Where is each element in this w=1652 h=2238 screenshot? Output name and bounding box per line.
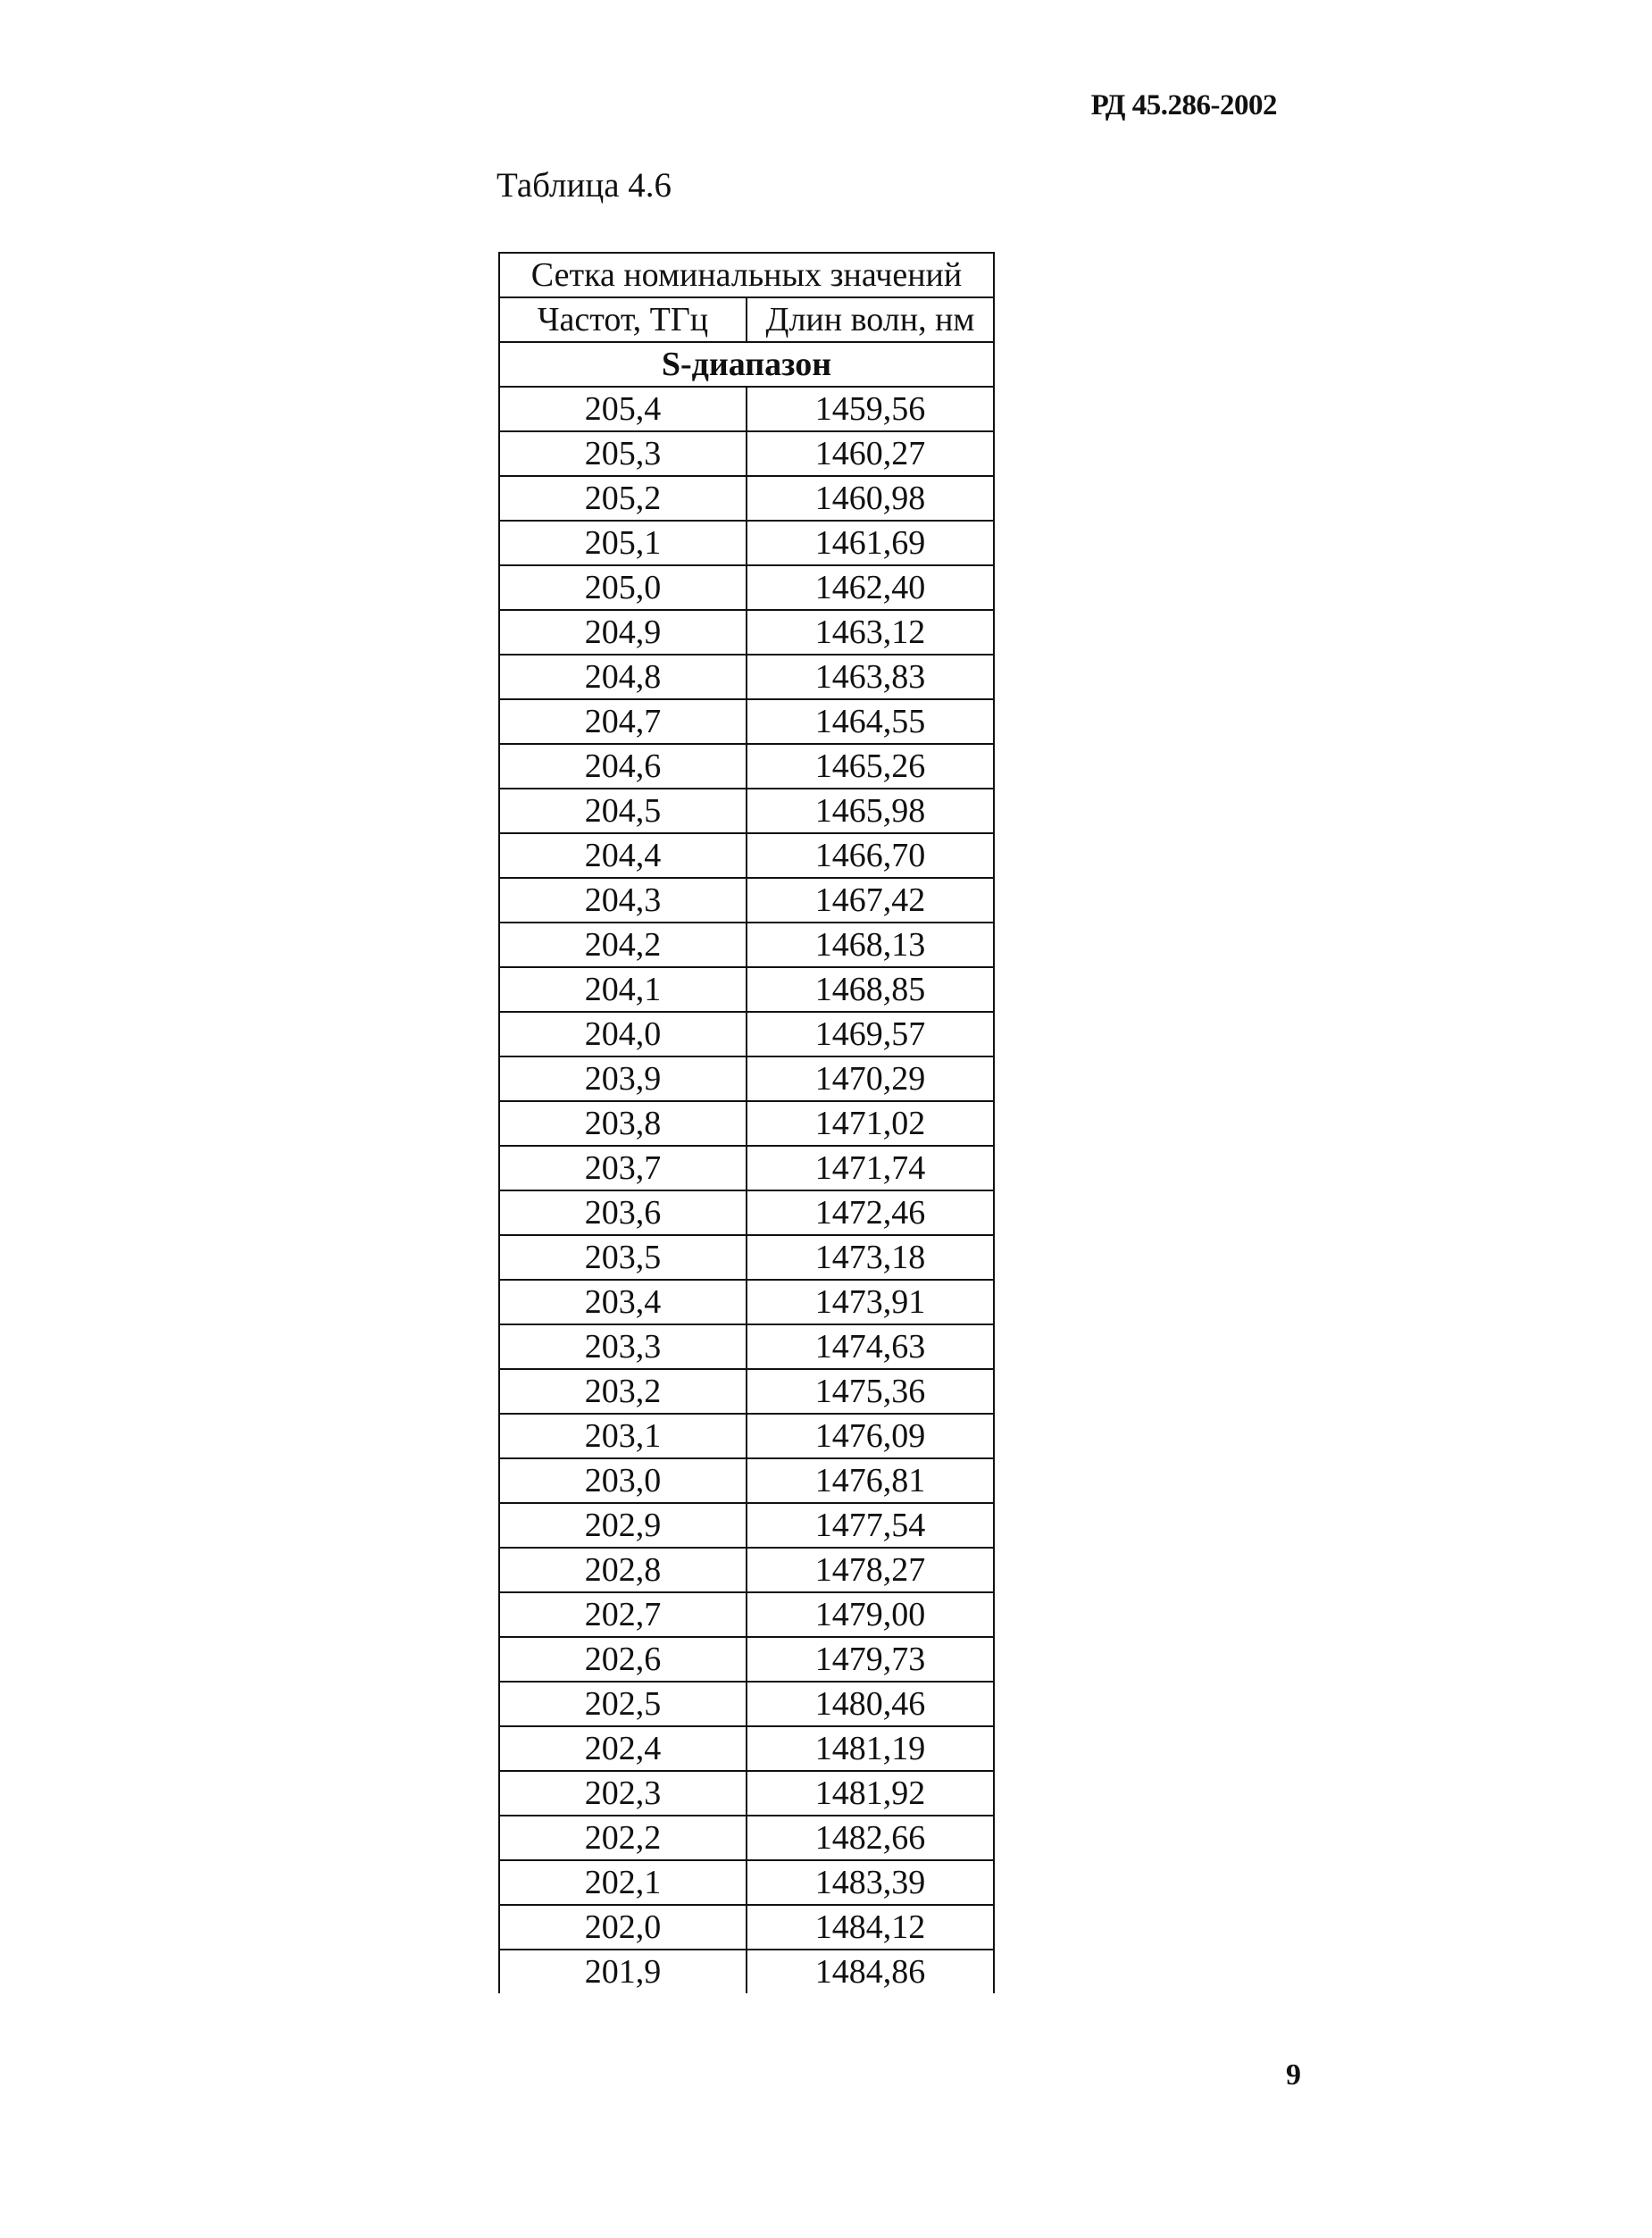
- frequency-cell: 203,9: [499, 1056, 747, 1101]
- document-code: РД 45.286-2002: [1090, 89, 1277, 121]
- table-row: [499, 1414, 994, 1458]
- frequency-cell: 203,3: [499, 1324, 747, 1369]
- table-row: [499, 1548, 994, 1592]
- table-row: [499, 431, 994, 476]
- band-label-cell: S-диапазон: [499, 342, 994, 387]
- table-row: [499, 1056, 994, 1101]
- table-row: [499, 1146, 994, 1190]
- table-row: [499, 923, 994, 967]
- frequency-cell: 202,9: [499, 1503, 747, 1548]
- frequency-cell: 204,1: [499, 967, 747, 1012]
- table-row: [499, 1905, 994, 1950]
- table-row: [499, 387, 994, 431]
- table-row: [499, 1324, 994, 1369]
- column-header-row: [499, 297, 994, 342]
- frequency-cell: 202,4: [499, 1726, 747, 1771]
- frequency-cell: 205,4: [499, 387, 747, 431]
- frequency-cell: 202,6: [499, 1637, 747, 1682]
- frequency-cell: 202,1: [499, 1860, 747, 1905]
- frequency-cell: 203,8: [499, 1101, 747, 1146]
- frequency-cell: 204,8: [499, 655, 747, 699]
- table-row: [499, 1771, 994, 1816]
- frequency-cell: 204,6: [499, 744, 747, 789]
- frequency-cell: 203,4: [499, 1280, 747, 1324]
- wavelength-cell: 1476,09: [747, 1414, 994, 1458]
- wavelength-cell: 1465,26: [747, 744, 994, 789]
- wavelength-cell: 1468,13: [747, 923, 994, 967]
- wavelength-cell: 1469,57: [747, 1012, 994, 1056]
- table-row: [499, 1235, 994, 1280]
- table-row: [499, 1860, 994, 1905]
- wavelength-cell: 1477,54: [747, 1503, 994, 1548]
- wavelength-cell: 1471,74: [747, 1146, 994, 1190]
- frequency-cell: 205,3: [499, 431, 747, 476]
- wavelength-cell: 1465,98: [747, 789, 994, 833]
- wavelength-cell: 1476,81: [747, 1458, 994, 1503]
- table-row: [499, 655, 994, 699]
- table-row: [499, 1950, 994, 1993]
- wavelength-cell: 1459,56: [747, 387, 994, 431]
- frequency-cell: 203,6: [499, 1190, 747, 1235]
- table-row: [499, 610, 994, 655]
- wavelength-cell: 1481,19: [747, 1726, 994, 1771]
- frequency-cell: 204,2: [499, 923, 747, 967]
- column-header-frequency: Частот, ТГц: [499, 297, 747, 342]
- wavelength-cell: 1463,12: [747, 610, 994, 655]
- table-row: [499, 476, 994, 521]
- frequency-cell: 204,7: [499, 699, 747, 744]
- wavelength-cell: 1479,73: [747, 1637, 994, 1682]
- wavelength-cell: 1475,36: [747, 1369, 994, 1414]
- band-label-row: [499, 342, 994, 387]
- frequency-cell: 202,0: [499, 1905, 747, 1950]
- frequency-cell: 204,4: [499, 833, 747, 878]
- frequency-grid-table: [498, 252, 995, 1993]
- wavelength-cell: 1482,66: [747, 1816, 994, 1860]
- frequency-cell: 205,1: [499, 521, 747, 565]
- wavelength-cell: 1460,27: [747, 431, 994, 476]
- frequency-cell: 205,2: [499, 476, 747, 521]
- wavelength-cell: 1461,69: [747, 521, 994, 565]
- frequency-cell: 203,1: [499, 1414, 747, 1458]
- frequency-cell: 203,5: [499, 1235, 747, 1280]
- table-row: [499, 789, 994, 833]
- table-row: [499, 1637, 994, 1682]
- table-caption: Таблица 4.6: [496, 166, 672, 205]
- wavelength-cell: 1480,46: [747, 1682, 994, 1726]
- wavelength-cell: 1479,00: [747, 1592, 994, 1637]
- page-number: 9: [1286, 2058, 1301, 2092]
- wavelength-cell: 1478,27: [747, 1548, 994, 1592]
- table-row: [499, 878, 994, 923]
- table-row: [499, 1503, 994, 1548]
- wavelength-cell: 1473,91: [747, 1280, 994, 1324]
- wavelength-cell: 1462,40: [747, 565, 994, 610]
- wavelength-cell: 1470,29: [747, 1056, 994, 1101]
- table-row: [499, 1101, 994, 1146]
- wavelength-cell: 1471,02: [747, 1101, 994, 1146]
- frequency-cell: 203,0: [499, 1458, 747, 1503]
- table-row: [499, 833, 994, 878]
- table-row: [499, 1280, 994, 1324]
- wavelength-cell: 1473,18: [747, 1235, 994, 1280]
- table-row: [499, 699, 994, 744]
- group-header-cell: Сетка номинальных значений: [499, 253, 994, 297]
- table-row: [499, 967, 994, 1012]
- table-row: [499, 1592, 994, 1637]
- wavelength-cell: 1460,98: [747, 476, 994, 521]
- wavelength-cell: 1468,85: [747, 967, 994, 1012]
- column-header-wavelength: Длин волн, нм: [747, 297, 994, 342]
- wavelength-cell: 1464,55: [747, 699, 994, 744]
- frequency-cell: 205,0: [499, 565, 747, 610]
- table-row: [499, 1369, 994, 1414]
- wavelength-cell: 1463,83: [747, 655, 994, 699]
- frequency-cell: 204,0: [499, 1012, 747, 1056]
- frequency-cell: 204,3: [499, 878, 747, 923]
- wavelength-cell: 1484,86: [747, 1950, 994, 1993]
- table-row: [499, 521, 994, 565]
- wavelength-cell: 1467,42: [747, 878, 994, 923]
- wavelength-cell: 1484,12: [747, 1905, 994, 1950]
- table-row: [499, 1816, 994, 1860]
- frequency-cell: 201,9: [499, 1950, 747, 1993]
- table-row: [499, 1682, 994, 1726]
- wavelength-cell: 1474,63: [747, 1324, 994, 1369]
- wavelength-cell: 1481,92: [747, 1771, 994, 1816]
- frequency-cell: 202,3: [499, 1771, 747, 1816]
- frequency-cell: 204,9: [499, 610, 747, 655]
- frequency-cell: 202,7: [499, 1592, 747, 1637]
- table-row: [499, 1190, 994, 1235]
- frequency-cell: 203,2: [499, 1369, 747, 1414]
- table-body: [499, 253, 994, 1993]
- frequency-cell: 202,5: [499, 1682, 747, 1726]
- table-row: [499, 1012, 994, 1056]
- table-row: [499, 565, 994, 610]
- group-header-row: [499, 253, 994, 297]
- table-row: [499, 1726, 994, 1771]
- wavelength-cell: 1466,70: [747, 833, 994, 878]
- frequency-cell: 203,7: [499, 1146, 747, 1190]
- wavelength-cell: 1483,39: [747, 1860, 994, 1905]
- wavelength-cell: 1472,46: [747, 1190, 994, 1235]
- frequency-cell: 202,2: [499, 1816, 747, 1860]
- table-row: [499, 744, 994, 789]
- table-row: [499, 1458, 994, 1503]
- frequency-cell: 202,8: [499, 1548, 747, 1592]
- frequency-cell: 204,5: [499, 789, 747, 833]
